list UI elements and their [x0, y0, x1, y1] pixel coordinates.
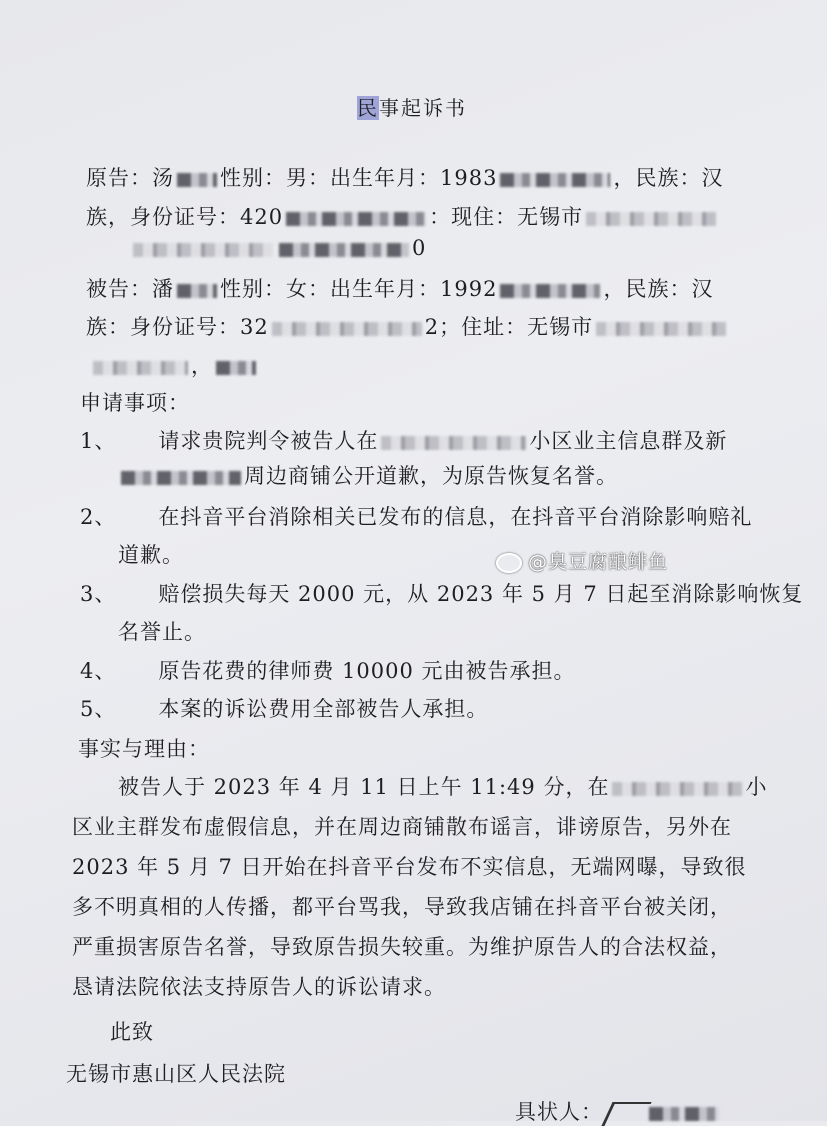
signature-mark — [601, 1102, 651, 1126]
signer-line: 具状人： — [515, 1096, 722, 1126]
facts-line-3: 2023 年 5 月 7 日开始在抖音平台发布不实信息，无端网曝，导致很 — [72, 855, 747, 879]
requests-heading: 申请事项： — [80, 391, 190, 415]
request-item-5: 5、 本案的诉讼费用全部被告人承担。 — [80, 697, 489, 721]
request-item-2-cont: 道歉。 — [118, 543, 184, 567]
plaintiff-line-3: 0 — [130, 236, 426, 260]
defendant-line-3: ， — [90, 350, 259, 380]
facts-line-4: 多不明真相的人传播，都平台骂我，导致我店铺在抖音平台被关闭， — [72, 895, 732, 919]
facts-line-5: 严重损害原告名誉，导致原告损失较重。为维护原告人的合法权益， — [72, 935, 732, 959]
plaintiff-line-2: 族，身份证号：420 ：现住：无锡市 — [86, 201, 719, 231]
weibo-watermark: @臭豆腐酿鲱鱼 — [496, 547, 668, 574]
closing-salute: 此致 — [110, 1020, 154, 1044]
request-item-3: 3、 赔偿损失每天 2000 元，从 2023 年 5 月 7 日起至消除影响恢复 — [80, 582, 804, 606]
court-name: 无锡市惠山区人民法院 — [66, 1062, 286, 1086]
defendant-line-2: 族：身份证号：32 2；住址：无锡市 — [86, 311, 729, 341]
request-item-2: 2、 在抖音平台消除相关已发布的信息，在抖音平台消除影响赔礼 — [80, 505, 753, 529]
request-item-3-cont: 名誉止。 — [118, 620, 206, 644]
document-title: 民事起诉书 — [357, 96, 467, 120]
facts-heading: 事实与理由： — [78, 737, 210, 761]
plaintiff-line-1: 原告：汤 性别：男：出生年月：1983 ，民族：汉 — [86, 166, 724, 190]
facts-line-6: 恳请法院依法支持原告人的诉讼请求。 — [72, 975, 446, 999]
request-item-1: 1、 请求贵院判令被告人在 小区业主信息群及新 — [80, 429, 728, 453]
facts-line-2: 区业主群发布虚假信息，并在周边商铺散布谣言，诽谤原告，另外在 — [72, 815, 732, 839]
defendant-line-1: 被告：潘 性别：女：出生年月：1992 ，民族：汉 — [86, 277, 714, 301]
weibo-icon — [496, 553, 522, 573]
request-item-1-cont: 周边商铺公开道歉，为原告恢复名誉。 — [118, 460, 618, 490]
request-item-4: 4、 原告花费的律师费 10000 元由被告承担。 — [80, 659, 576, 683]
facts-line-1: 被告人于 2023 年 4 月 11 日上午 11:49 分，在 小 — [118, 775, 768, 799]
